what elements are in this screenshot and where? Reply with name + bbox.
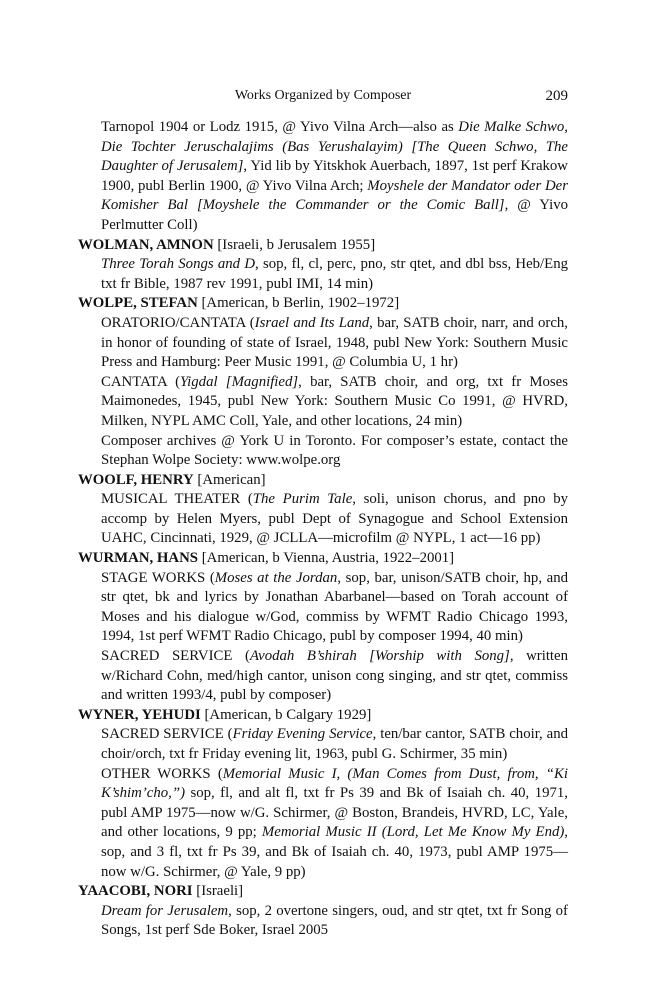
work-text: , written w/Richard Cohn, med/high cantor, unison cong singing, and str qtet, commiss and written 1993/4, publ by composer) — [101, 648, 569, 704]
composer-name: WOLMAN, AMNON — [78, 236, 214, 253]
composer-heading — [78, 882, 568, 902]
composer-heading — [78, 471, 568, 491]
composer-name: YAACOBI, NORI — [78, 883, 193, 900]
work-description — [101, 902, 568, 941]
work-description — [101, 765, 568, 883]
composer-entry — [78, 706, 568, 882]
work-title: Friday Evening Service — [232, 726, 373, 743]
work-text: CANTATA ( — [101, 373, 181, 390]
composer-entry — [78, 294, 568, 470]
work-title: The Purim Tale — [252, 491, 353, 508]
work-description — [101, 647, 568, 706]
work-description — [101, 118, 568, 236]
work-text: MUSICAL THEATER ( — [101, 491, 253, 508]
work-description — [101, 569, 568, 647]
work-description — [101, 432, 568, 471]
composer-bio: [Israeli] — [196, 883, 244, 900]
work-description — [101, 373, 568, 432]
work-title: Israel and Its Land — [254, 314, 370, 331]
work-description — [101, 490, 568, 549]
work-text: , sop, and 3 fl, txt fr Ps 39, and Bk of Isaiah ch. 40, 1973, publ AMP 1975—now w/G. Schirmer, @ Yale, 9 pp) — [101, 824, 568, 880]
work-title: Moses at the Jordan — [214, 569, 338, 586]
composer-heading — [78, 236, 568, 256]
composer-bio: [American, b Berlin, 1902–1972] — [201, 295, 400, 312]
composer-bio: [American, b Calgary 1929] — [204, 706, 372, 723]
work-description — [101, 314, 568, 373]
work-text: Tarnopol 1904 or Lodz 1915, @ Yivo Vilna Arch—also as — [101, 119, 459, 135]
work-title: Moyshele der Mandator oder Der Komisher Bal [Moyshele the Commander or the Comic Ball] — [101, 177, 568, 214]
composer-index-text — [78, 118, 568, 941]
composer-bio: [American, b Vienna, Austria, 1922–2001] — [201, 550, 455, 567]
composer-heading — [78, 706, 568, 726]
work-text: SACRED SERVICE ( — [101, 648, 250, 665]
composer-entry — [78, 236, 568, 295]
work-title: Die Malke Schwo, Die Tochter Jeruschalajims (Bas Yerushalayim) [The Queen Schwo, The Daughter of Jerusalem] — [101, 119, 568, 175]
work-description — [101, 255, 568, 294]
work-title: Avodah B’shirah [Worship with Song] — [249, 648, 510, 665]
composer-name: WOLPE, STEFAN — [78, 295, 198, 312]
running-title: Works Organized by Composer — [234, 88, 412, 103]
work-text: , sop, bar, unison/SATB choir, hp, and str qtet, bk and lyrics by Jonathan Abarbanel—based on Torah account of Moses and his dialogue w/God, commiss by WFMT Radio Chicago 1993, 1994, 1st perf WFMT Radio Chicago, publ by composer 1994, 40 min) — [101, 569, 568, 645]
work-text: , bar, SATB choir, narr, and orch, in honor of founding of state of Israel, 1948, publ New York: Southern Music Press and Hamburg: Peer Music 1991, @ Columbia U, 1 hr) — [101, 314, 569, 371]
composer-name: WOOLF, HENRY — [78, 471, 194, 488]
page-number: 209 — [545, 88, 568, 104]
work-text: , sop, fl, cl, perc, pno, str qtet, and dbl bss, Heb/Eng txt fr Bible, 1987 rev 1991, publ IMI, 14 min) — [101, 256, 568, 292]
work-text: , soli, unison chorus, and pno by accomp by Helen Myers, publ Dept of Synagogue and School Extension UAHC, Cincinnati, 1929, @ JCLLA—microfilm @ NYPL, 1 act—16 pp) — [101, 491, 568, 547]
work-text: SACRED SERVICE ( — [101, 726, 233, 743]
composer-entry — [78, 471, 568, 549]
work-text: ORATORIO/CANTATA ( — [101, 314, 255, 331]
composer-heading — [78, 549, 568, 569]
composer-name: WURMAN, HANS — [78, 550, 199, 567]
composer-heading — [78, 294, 568, 314]
work-title: Memorial Music II (Lord, Let Me Know My End) — [261, 824, 565, 841]
work-title: Memorial Music I, (Man Comes from Dust, from, “Ki K’shim’cho,”) — [101, 765, 568, 802]
work-text: OTHER WORKS ( — [101, 765, 223, 782]
work-title: Dream for Jerusalem — [101, 902, 229, 919]
work-text: , bar, SATB choir, and org, txt fr Moses Maimonedes, 1945, publ New York: Southern Music Co 1991, @ HVRD, Milken, NYPL AMC Coll, Yale, and other locations, 24 min) — [101, 373, 569, 429]
composer-entry — [78, 549, 568, 706]
work-description — [101, 725, 568, 764]
work-text: sop, fl, and alt fl, txt fr Ps 39 and Bk of Isaiah ch. 40, 1971, publ AMP 1975—now w/G. Schirmer, @ Boston, Brandeis, HVRD, LC, Yale, and other locations, 9 pp; — [101, 785, 568, 841]
composer-bio: [American] — [197, 471, 266, 488]
work-text: , sop, 2 overtone singers, oud, and str qtet, txt fr Song of Songs, 1st perf Sde Boker, Israel 2005 — [101, 902, 568, 939]
running-head — [78, 87, 568, 105]
work-title: Yigdal [Magnified] — [180, 373, 299, 390]
work-title: Three Torah Songs and D — [101, 256, 256, 273]
work-text: STAGE WORKS ( — [101, 569, 215, 586]
work-text: Composer archives @ York U in Toronto. For composer’s estate, contact the Stephan Wolpe Society: www.wolpe.org — [101, 432, 568, 469]
composer-name: WYNER, YEHUDI — [78, 706, 201, 723]
work-text: , ten/bar cantor, SATB choir, and choir/orch, txt fr Friday evening lit, 1963, publ G. Schirmer, 35 min) — [101, 726, 568, 762]
composer-entry — [78, 882, 568, 941]
composer-entry — [78, 118, 568, 236]
composer-bio: [Israeli, b Jerusalem 1955] — [217, 236, 376, 253]
work-text: , Yid lib by Yitskhok Auerbach, 1897, 1st perf Krakow 1900, publ Berlin 1900, @ Yivo Vilna Arch; — [101, 158, 568, 194]
work-text: , @ Yivo Perlmutter Coll) — [101, 197, 569, 233]
